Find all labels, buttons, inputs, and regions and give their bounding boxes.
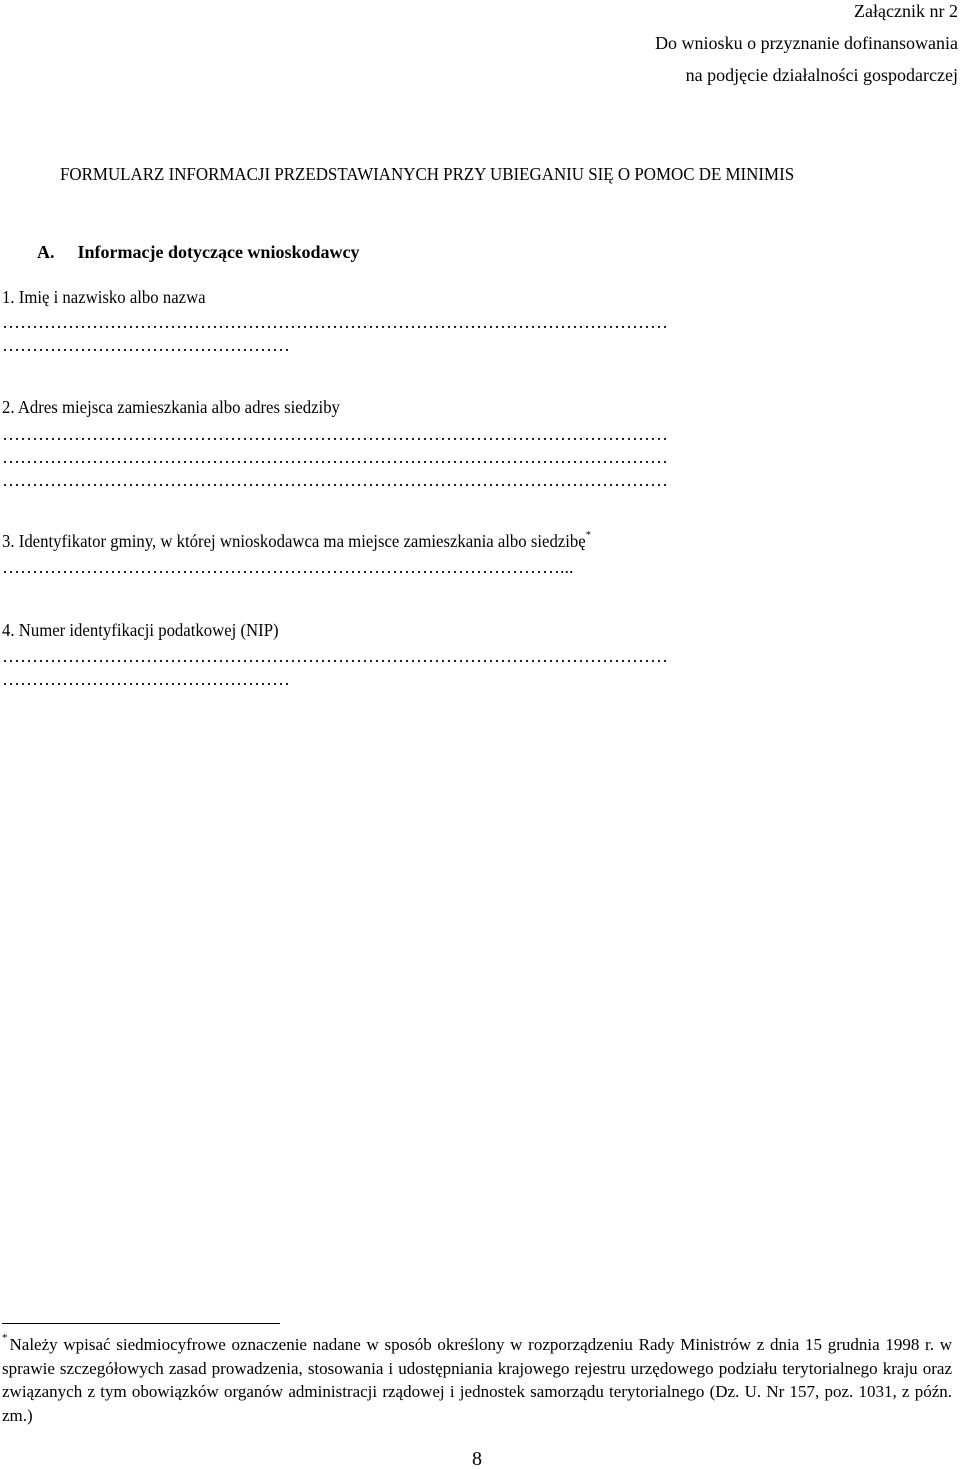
- section-a-label: A.: [37, 242, 55, 262]
- footnote-rule: [2, 1323, 280, 1324]
- field-3-footnote-mark: *: [585, 529, 591, 541]
- page-number: 8: [472, 1448, 482, 1470]
- field-3-dots: …………………………………………………………………………………...: [2, 557, 574, 577]
- header-line-1: Do wniosku o przyznanie dofinansowania: [655, 33, 958, 53]
- field-2-dots-line-2: …………………………………………………………………………………………………: [2, 447, 668, 467]
- field-4-dots-line-2: …………………………………………: [2, 669, 290, 689]
- field-4-label: 4. Numer identyfikacji podatkowej (NIP): [2, 620, 279, 640]
- field-3-label: 3. Identyfikator gminy, w której wnioskodawca ma miejsce zamieszkania albo siedzibę: [2, 531, 586, 551]
- field-4-dots-line-1: …………………………………………………………………………………………………: [2, 646, 668, 666]
- annex-label: Załącznik nr 2: [854, 1, 958, 21]
- section-a-heading: [37, 241, 359, 263]
- form-title: FORMULARZ INFORMACJI PRZEDSTAWIANYCH PRZY UBIEGANIU SIĘ O POMOC DE MINIMIS: [60, 164, 795, 184]
- header-line-2: na podjęcie działalności gospodarczej: [685, 65, 958, 85]
- section-a-title: Informacje dotyczące wnioskodawcy: [77, 242, 360, 262]
- footnote: [2, 1333, 952, 1427]
- footnote-text: Należy wpisać siedmiocyfrowe oznaczenie nadane w sposób określony w rozporządzeniu Rady Ministrów z dnia 15 grudnia 1998 r. w sprawie szczegółowych zasad prowadzenia, stosowania i udostępniania krajowego rejestru urzędowego podziału terytorialnego kraju oraz związanych z tym obowiązków organów administracji rządowej i jednostek samorządu terytorialnego (Dz. U. Nr 157, poz. 1031, z późn. zm.): [2, 1335, 952, 1425]
- field-2-label: 2. Adres miejsca zamieszkania albo adres siedziby: [2, 397, 340, 417]
- field-1-dots-line-1: …………………………………………………………………………………………………: [2, 312, 668, 332]
- field-1-dots-line-2: …………………………………………: [2, 335, 290, 355]
- footnote-mark: *: [2, 1332, 8, 1345]
- field-2-dots-line-3: …………………………………………………………………………………………………: [2, 470, 668, 490]
- field-3-label-row: [2, 530, 591, 552]
- field-2-dots-line-1: …………………………………………………………………………………………………: [2, 424, 668, 444]
- field-1-label: 1. Imię i nazwisko albo nazwa: [2, 287, 206, 307]
